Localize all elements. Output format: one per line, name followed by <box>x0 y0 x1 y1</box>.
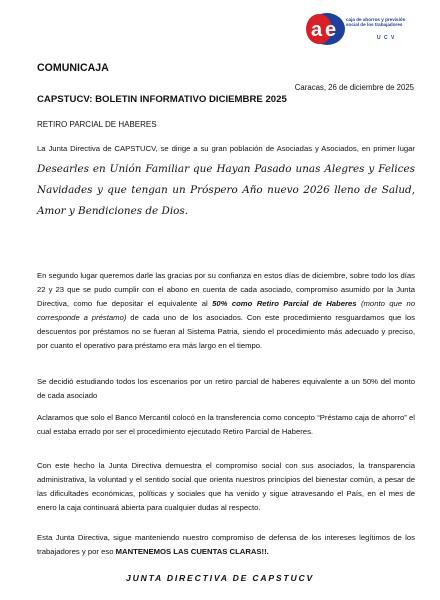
document-date: Caracas, 26 de diciembre de 2025 <box>294 83 414 92</box>
signature-footer: JUNTA DIRECTIVA DE CAPSTUCV <box>125 573 315 583</box>
logo-ucv: U C V <box>377 35 396 41</box>
thanks-text-a: En segundo lugar queremos darle las gracias por su confianza en estos días de diciembre, sobre todo los días 22 y 23 que se pudo cumplir con el abono en cuenta de cada asociado, compromiso asumido por la Junta Directiva, como fue depositar el equivalente al <box>37 271 415 308</box>
closing-text: Esta Junta Directiva, sigue manteniendo nuestro compromiso de defensa de los intereses legítimos de los trabajadores y por eso <box>37 533 415 556</box>
closing-emphasis: MANTENEMOS LAS CUENTAS CLARAS!!. <box>115 547 269 556</box>
greeting-wishes: Desearles en Unión Familiar que Hayan Pasado unas Alegres y Felices Navidades y que tengan un Próspero Año nuevo 2026 lleno de Salud, Amor y Bendiciones de Dios. <box>37 163 415 217</box>
svg-text:a: a <box>311 19 323 41</box>
thanks-emphasis: 50% como Retiro Parcial de Haberes <box>212 299 357 308</box>
paragraph-commitment: Con este hecho la Junta Directiva demuestra el compromiso social con sus asociados, la transparencia administrativa, la voluntad y el sentido social que orienta nuestros principios del bienestar común, a pesar de las dificultades económicas, políticas y sociales que ha venido y sigue atravesando el País, en el mes de enero la caja continuará abierta para cualquier dudas al respecto. <box>37 461 415 512</box>
logo-mark-icon <box>305 12 345 46</box>
capstucv-logo <box>305 12 435 48</box>
logo-text-line2: social de los trabajadores <box>346 22 403 28</box>
bulletin-title: CAPSTUCV: BOLETIN INFORMATIVO DICIEMBRE 2025 <box>37 94 287 105</box>
greeting-intro: La Junta Directiva de CAPSTUCV, se dirige a su gran población de Asociadas y Asociados, en primer lugar <box>37 144 415 153</box>
paragraph-decision: Se decidió estudiando todos los escenarios por un retiro parcial de haberes equivalente a un 50% del monto de cada asociado <box>37 377 415 400</box>
document-heading: COMUNICAJA <box>37 62 109 74</box>
subject-line: RETIRO PARCIAL DE HABERES <box>37 120 157 129</box>
svg-text:e: e <box>325 19 337 41</box>
paragraph-closing <box>37 531 415 559</box>
logo-text <box>346 17 426 28</box>
thanks-note: (monto que no corresponde a préstamo) <box>37 299 416 322</box>
logo-text-line1: caja de ahorros y previsión <box>346 17 406 22</box>
paragraph-clarification: Aclaramos que solo el Banco Mercantil colocó en la transferencia como concepto “Préstamo caja de ahorro” el cual estaba errado por ser el procedimiento ejecutado Retiro Parcial de Haberes. <box>37 413 415 436</box>
paragraph-greeting <box>37 139 415 222</box>
paragraph-thanks <box>37 269 415 353</box>
thanks-text-d: de cada uno de los asociados. Con este procedimiento resguardamos que los descuentos por préstamos no se fueran al Sistema Patria, siendo el procedimiento más adecuado y preciso, por cuanto el operativo para préstamo era más largo en el tiempo. <box>37 313 415 350</box>
